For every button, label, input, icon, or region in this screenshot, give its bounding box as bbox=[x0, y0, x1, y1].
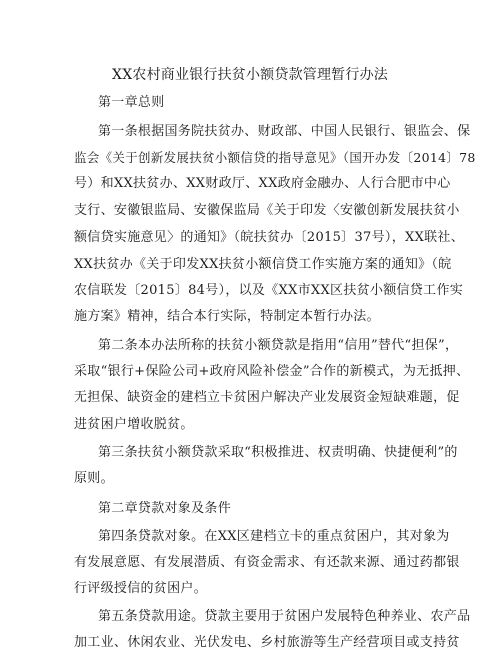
paragraph-line: 施方案》精神，结合本行实际，特制定本暂行办法。 bbox=[74, 309, 380, 324]
paragraph-line: 第一条根据国务院扶贫办、财政部、中国人民银行、银监会、保 bbox=[98, 124, 471, 139]
paragraph-line: 加工业、休闲农业、光伏发电、乡村旅游等生产经营项目或支持贫 bbox=[74, 635, 460, 650]
paragraph-line: 有发展意愿、有发展潜质、有资金需求、有还款来源、通过药都银 bbox=[74, 555, 460, 570]
paragraph-line: 行评级授信的贫困户。 bbox=[74, 581, 208, 596]
paragraph-line: 农信联发〔2015〕84号），以及《XX市XX区扶贫小额信贷工作实 bbox=[74, 283, 464, 298]
paragraph-line: 第五条贷款用途。贷款主要用于贫困户发展特色种养业、农产品 bbox=[98, 609, 471, 624]
paragraph-line: 原则。 bbox=[74, 471, 114, 486]
paragraph-line: 第四条贷款对象。在XX区建档立卡的重点贫困户，其对象为 bbox=[98, 529, 450, 544]
paragraph-line: 无担保、缺资金的建档立卡贫困户解决产业发展资金短缺难题，促 bbox=[74, 390, 460, 405]
paragraph-line: 第二条本办法所称的扶贫小额贷款是指用“信用”替代“担保”， bbox=[98, 338, 459, 353]
paragraph-line: 额信贷实施意见〉的通知》（皖扶贫办〔2015〕37号），XX联社、 bbox=[74, 230, 465, 245]
paragraph-line: 第三条扶贫小额贷款采取“积极推进、权责明确、快捷便利”的 bbox=[98, 445, 458, 460]
paragraph-line: 支行、安徽银监局、安徽保监局《关于印发〈安徽创新发展扶贫小 bbox=[74, 203, 460, 218]
paragraph-line: 号）和XX扶贫办、XX财政厅、XX政府金融办、人行合肥市中心 bbox=[74, 176, 451, 191]
paragraph-line: 采取“银行+保险公司+政府风险补偿金”合作的新模式，为无抵押、 bbox=[74, 364, 470, 379]
paragraph-line: XX扶贫办《关于印发XX扶贫小额信贷工作实施方案的通知》（皖 bbox=[74, 257, 452, 272]
document-title: XX农村商业银行扶贫小额贷款管理暂行办法 bbox=[112, 67, 388, 83]
chapter-heading: 第一章总则 bbox=[98, 95, 165, 110]
chapter-heading: 第二章贷款对象及条件 bbox=[98, 501, 232, 516]
paragraph-line: 监会《关于创新发展扶贫小额信贷的指导意见》（国开办发〔2014〕78 bbox=[74, 150, 476, 165]
paragraph-line: 进贫困户增收脱贫。 bbox=[74, 417, 194, 432]
